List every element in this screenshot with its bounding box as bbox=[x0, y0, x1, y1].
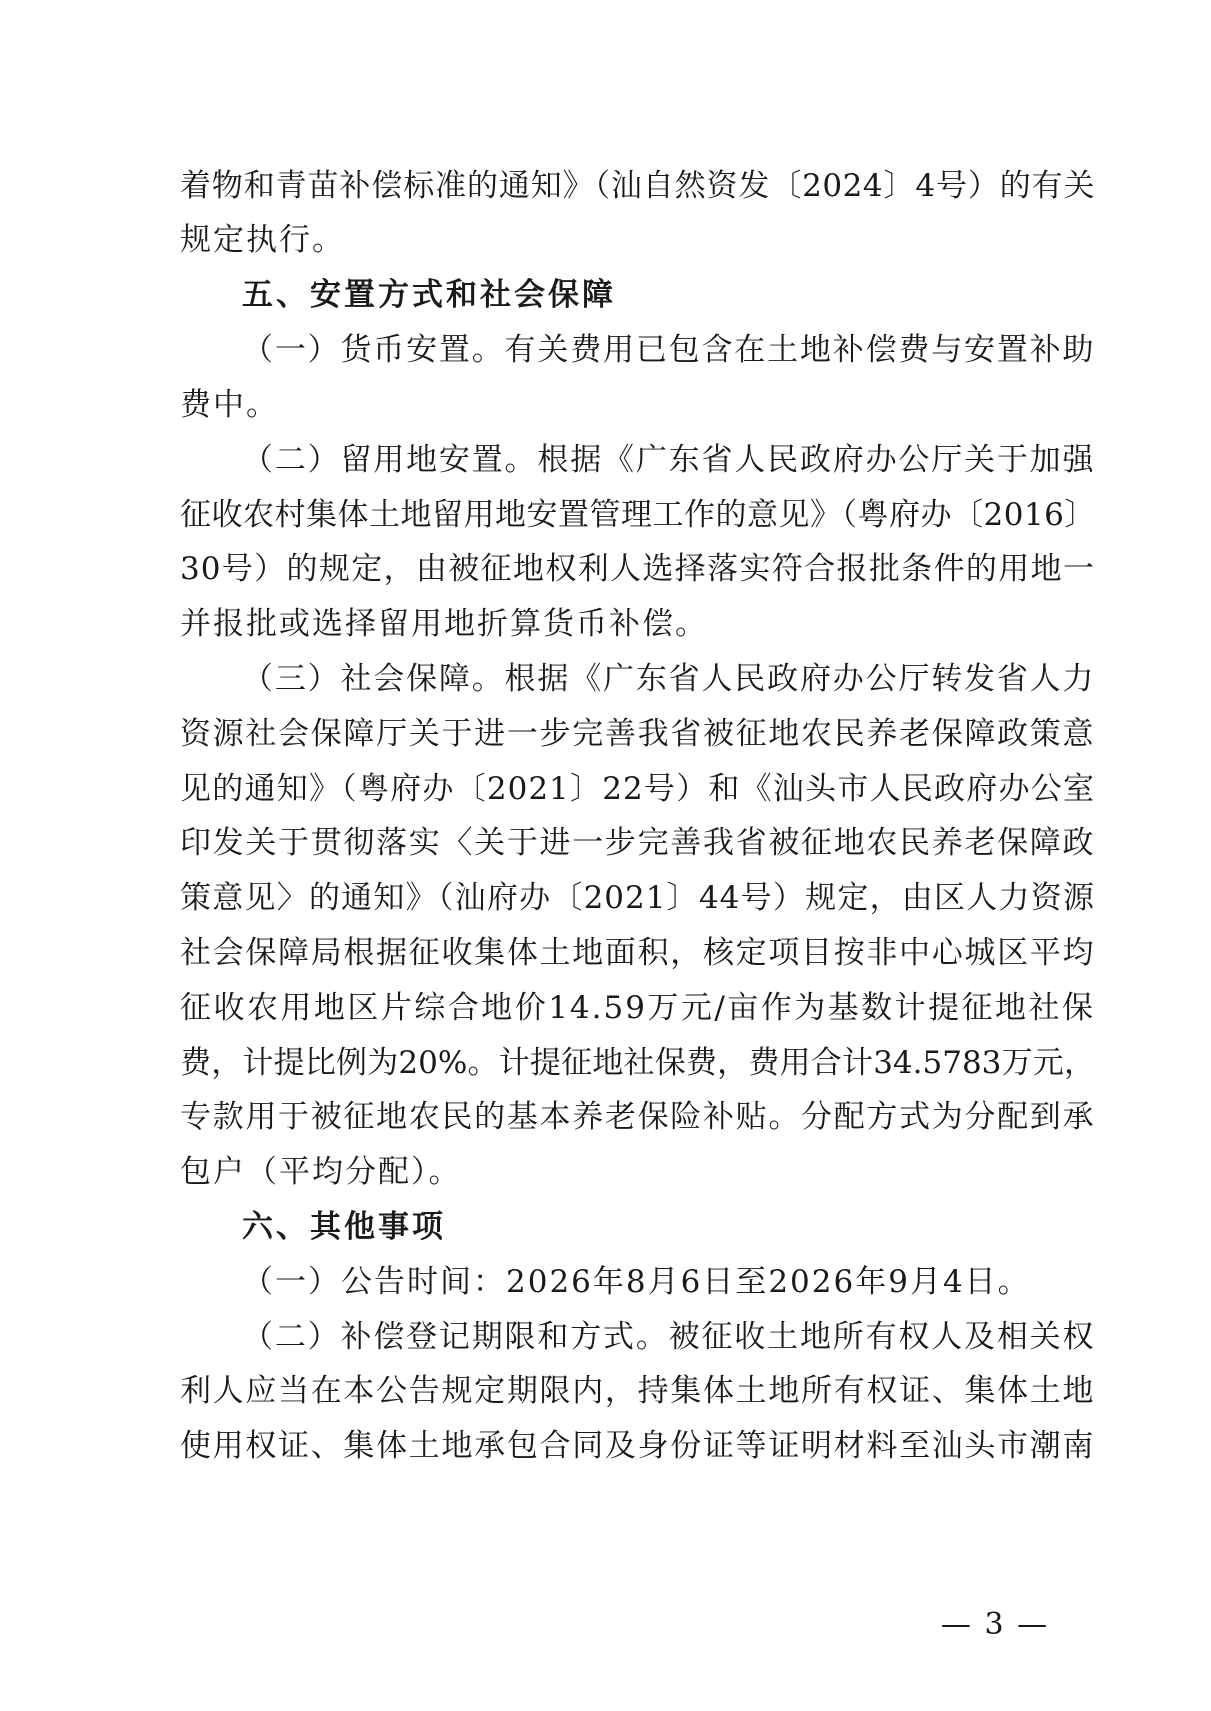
text-line: 社会保障局根据征收集体土地面积，核定项目按非中心城区平均 bbox=[180, 935, 1095, 971]
text-line: 规定执行。 bbox=[180, 222, 345, 258]
text-line: 利人应当在本公告规定期限内，持集体土地所有权证、集体土地 bbox=[180, 1373, 1095, 1409]
section-heading: 六、其他事项 bbox=[242, 1209, 446, 1245]
text-line: （一）公告时间：2026年8月6日至2026年9月4日。 bbox=[242, 1264, 1031, 1300]
section-heading: 五、安置方式和社会保障 bbox=[242, 277, 616, 313]
text-line: 征收农用地区片综合地价14.59万元/亩作为基数计提征地社保 bbox=[180, 990, 1095, 1026]
text-line: （一）货币安置。有关费用已包含在土地补偿费与安置补助 bbox=[242, 332, 1095, 368]
page-number: — 3 — bbox=[940, 1607, 1050, 1642]
text-line: 策意见〉的通知》（汕府办〔2021〕44号）规定，由区人力资源 bbox=[180, 880, 1095, 916]
text-line: 30号）的规定，由被征地权利人选择落实符合报批条件的用地一 bbox=[180, 551, 1095, 587]
text-line: （三）社会保障。根据《广东省人民政府办公厅转发省人力 bbox=[242, 661, 1095, 697]
text-line: （二）留用地安置。根据《广东省人民政府办公厅关于加强 bbox=[242, 442, 1095, 478]
text-line: （二）补偿登记期限和方式。被征收土地所有权人及相关权 bbox=[242, 1319, 1095, 1355]
text-line: 资源社会保障厅关于进一步完善我省被征地农民养老保障政策意 bbox=[180, 716, 1095, 752]
text-line: 着物和青苗补偿标准的通知》（汕自然资发〔2024〕4号）的有关 bbox=[180, 168, 1095, 204]
text-line: 使用权证、集体土地承包合同及身份证等证明材料至汕头市潮南 bbox=[180, 1428, 1095, 1464]
text-line: 征收农村集体土地留用地安置管理工作的意见》（粤府办〔2016〕 bbox=[180, 497, 1096, 533]
text-line: 印发关于贯彻落实〈关于进一步完善我省被征地农民养老保障政 bbox=[180, 825, 1095, 861]
text-line: 费，计提比例为20%。计提征地社保费，费用合计34.5783万元， bbox=[180, 1045, 1095, 1081]
text-line: 见的通知》（粤府办〔2021〕22号）和《汕头市人民政府办公室 bbox=[180, 771, 1095, 807]
text-line: 并报批或选择留用地折算货币补偿。 bbox=[180, 606, 708, 642]
text-line: 包户（平均分配）。 bbox=[180, 1154, 462, 1190]
text-line: 专款用于被征地农民的基本养老保险补贴。分配方式为分配到承 bbox=[180, 1099, 1095, 1135]
text-line: 费中。 bbox=[180, 387, 279, 423]
